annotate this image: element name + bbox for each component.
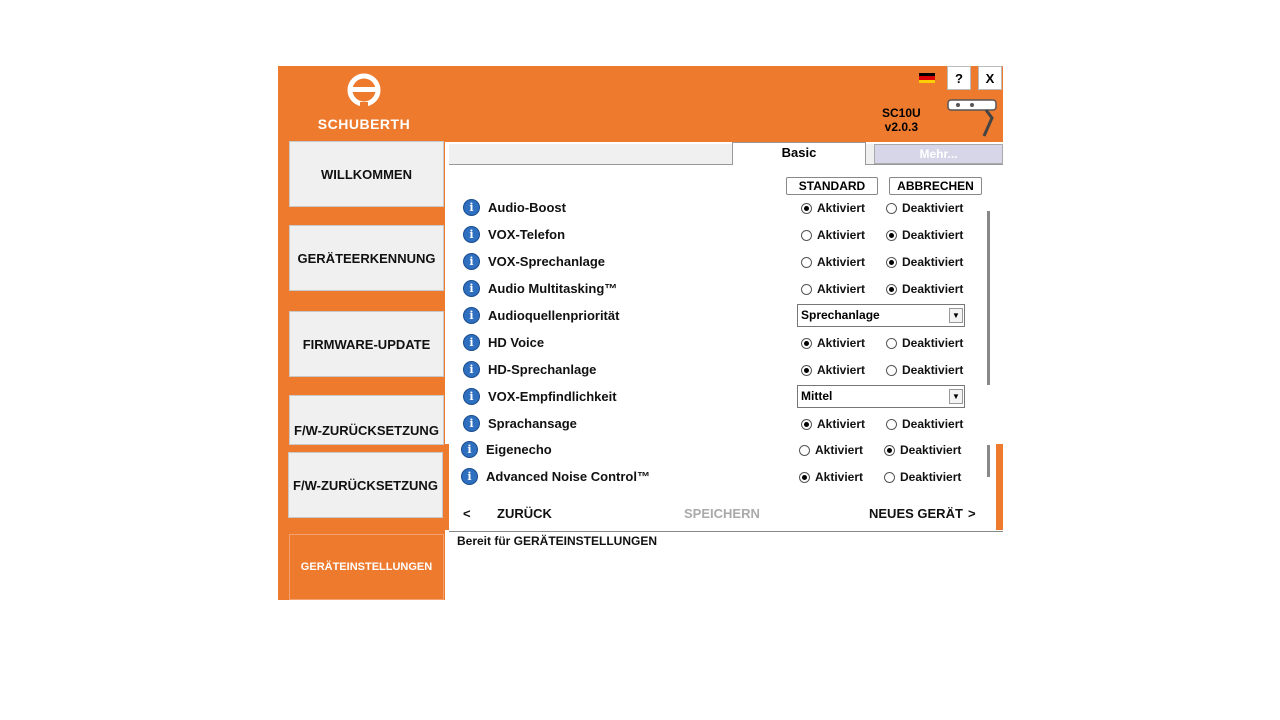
status-text: Bereit für GERÄTEINSTELLUNGEN (457, 534, 658, 548)
radio-aktiviert[interactable] (801, 228, 865, 242)
info-icon[interactable]: i (463, 388, 480, 405)
radio-deaktiviert[interactable] (884, 443, 961, 457)
setting-select[interactable] (797, 304, 965, 327)
info-icon[interactable]: i (463, 280, 480, 297)
nav-geraeteerkennung[interactable]: GERÄTEERKENNUNG (289, 225, 444, 291)
setting-select[interactable] (797, 385, 965, 408)
radio-aktiviert[interactable] (799, 470, 863, 484)
setting-row (461, 440, 981, 460)
radio-dot[interactable] (801, 230, 812, 241)
radio-deaktiviert[interactable] (886, 228, 963, 242)
schuberth-logo (314, 72, 414, 132)
setting-row (463, 225, 983, 245)
info-icon[interactable]: i (463, 199, 480, 216)
radio-deaktiviert[interactable] (886, 336, 963, 350)
radio-deaktiviert[interactable] (884, 470, 961, 484)
status-bar (449, 531, 1003, 600)
brand-name: SCHUBERTH (317, 116, 411, 132)
device-icon (946, 96, 1002, 140)
setting-label: Audio Multitasking™ (488, 281, 618, 296)
setting-label: HD Voice (488, 335, 545, 350)
setting-label: VOX-Empfindlichkeit (488, 389, 617, 404)
radio-aktiviert[interactable] (801, 336, 865, 350)
app-window (278, 66, 1003, 600)
radio-dot[interactable] (886, 284, 897, 295)
setting-label: Audio-Boost (488, 200, 566, 215)
radio-deaktiviert[interactable] (886, 363, 963, 377)
setting-row (463, 279, 983, 299)
setting-label: VOX-Telefon (488, 227, 566, 242)
radio-label: Aktiviert (817, 228, 866, 242)
settings-panel (449, 165, 1003, 443)
close-button[interactable]: X (978, 66, 1002, 90)
radio-aktiviert[interactable] (799, 443, 863, 457)
setting-label: Sprachansage (488, 416, 577, 431)
info-icon[interactable]: i (463, 361, 480, 378)
setting-row (461, 467, 981, 487)
radio-deaktiviert[interactable] (886, 255, 963, 269)
select-value: Sprechanlage (801, 308, 880, 322)
radio-label: Deaktiviert (902, 255, 964, 269)
model-name: SC10U (882, 106, 921, 120)
radio-label: Deaktiviert (900, 443, 962, 457)
radio-label: Aktiviert (817, 417, 866, 431)
radio-label: Deaktiviert (902, 228, 964, 242)
radio-dot[interactable] (801, 338, 812, 349)
dropdown-arrow-icon[interactable]: ▼ (949, 308, 963, 323)
firmware-version: v2.0.3 (884, 120, 919, 134)
radio-dot[interactable] (886, 419, 897, 430)
setting-row (463, 387, 983, 407)
info-icon[interactable]: i (463, 253, 480, 270)
back-arrow[interactable]: < (463, 506, 471, 521)
radio-dot[interactable] (886, 338, 897, 349)
setting-label: VOX-Sprechanlage (488, 254, 606, 269)
next-arrow[interactable]: > (968, 506, 976, 521)
radio-dot[interactable] (884, 472, 895, 483)
radio-aktiviert[interactable] (801, 201, 865, 215)
radio-aktiviert[interactable] (801, 417, 865, 431)
radio-dot[interactable] (801, 203, 812, 214)
radio-dot[interactable] (801, 419, 812, 430)
radio-dot[interactable] (799, 472, 810, 483)
nav-geraeteeinstellungen[interactable]: GERÄTEINSTELLUNGEN (289, 534, 444, 600)
radio-dot[interactable] (801, 365, 812, 376)
radio-aktiviert[interactable] (801, 282, 865, 296)
setting-row (463, 306, 983, 326)
radio-dot[interactable] (799, 445, 810, 456)
save-button[interactable]: SPEICHERN (684, 506, 760, 521)
radio-deaktiviert[interactable] (886, 417, 963, 431)
radio-label: Aktiviert (817, 255, 866, 269)
info-icon[interactable]: i (463, 415, 480, 432)
tab-basic[interactable]: Basic (732, 142, 866, 166)
radio-dot[interactable] (801, 284, 812, 295)
cancel-button[interactable]: ABBRECHEN (889, 177, 982, 195)
radio-dot[interactable] (886, 365, 897, 376)
radio-label: Aktiviert (817, 201, 866, 215)
radio-dot[interactable] (886, 257, 897, 268)
info-icon[interactable]: i (463, 307, 480, 324)
nav-firmware-update[interactable]: FIRMWARE-UPDATE (289, 311, 444, 377)
radio-label: Aktiviert (815, 443, 864, 457)
scrollbar-thumb[interactable] (987, 211, 990, 385)
radio-dot[interactable] (886, 230, 897, 241)
dropdown-arrow-icon[interactable]: ▼ (949, 389, 963, 404)
help-button[interactable]: ? (947, 66, 971, 90)
new-device-button[interactable]: NEUES GERÄT (869, 506, 963, 521)
scrollbar[interactable] (985, 197, 992, 441)
scrollbar-lower[interactable] (985, 443, 992, 481)
radio-label: Deaktiviert (902, 417, 964, 431)
setting-row (463, 198, 983, 218)
back-button[interactable]: ZURÜCK (497, 506, 552, 521)
radio-label: Aktiviert (817, 282, 866, 296)
radio-deaktiviert[interactable] (886, 282, 963, 296)
info-icon[interactable]: i (461, 441, 478, 458)
nav-willkommen[interactable]: WILLKOMMEN (289, 141, 444, 207)
select-value: Mittel (801, 389, 833, 403)
radio-aktiviert[interactable] (801, 363, 865, 377)
nav-fw-reset[interactable]: F/W-ZURÜCKSETZUNG (289, 395, 444, 445)
radio-label: Deaktiviert (902, 282, 964, 296)
setting-label: Eigenecho (486, 442, 552, 457)
setting-row (463, 414, 983, 434)
scrollbar-lower-thumb[interactable] (987, 445, 990, 477)
schuberth-logo-icon (347, 72, 381, 110)
radio-label: Deaktiviert (902, 201, 964, 215)
setting-label: Advanced Noise Control™ (486, 469, 650, 484)
radio-label: Deaktiviert (902, 363, 964, 377)
setting-label: HD-Sprechanlage (488, 362, 597, 377)
device-model (882, 106, 921, 134)
standard-button[interactable]: STANDARD (786, 177, 878, 195)
radio-label: Aktiviert (817, 363, 866, 377)
radio-dot[interactable] (884, 445, 895, 456)
radio-label: Aktiviert (815, 470, 864, 484)
setting-row (463, 252, 983, 272)
setting-row (463, 333, 983, 353)
nav-fw-reset-2[interactable]: F/W-ZURÜCKSETZUNG (288, 452, 443, 518)
radio-label: Deaktiviert (902, 336, 964, 350)
radio-label: Aktiviert (817, 336, 866, 350)
radio-dot[interactable] (801, 257, 812, 268)
german-flag-icon[interactable] (919, 73, 935, 83)
radio-label: Deaktiviert (900, 470, 962, 484)
info-icon[interactable]: i (461, 468, 478, 485)
radio-deaktiviert[interactable] (886, 201, 963, 215)
tab-more[interactable]: Mehr... (874, 144, 1003, 164)
setting-label: Audioquellenpriorität (488, 308, 620, 323)
setting-row (463, 360, 983, 380)
radio-aktiviert[interactable] (801, 255, 865, 269)
radio-dot[interactable] (886, 203, 897, 214)
info-icon[interactable]: i (463, 226, 480, 243)
info-icon[interactable]: i (463, 334, 480, 351)
